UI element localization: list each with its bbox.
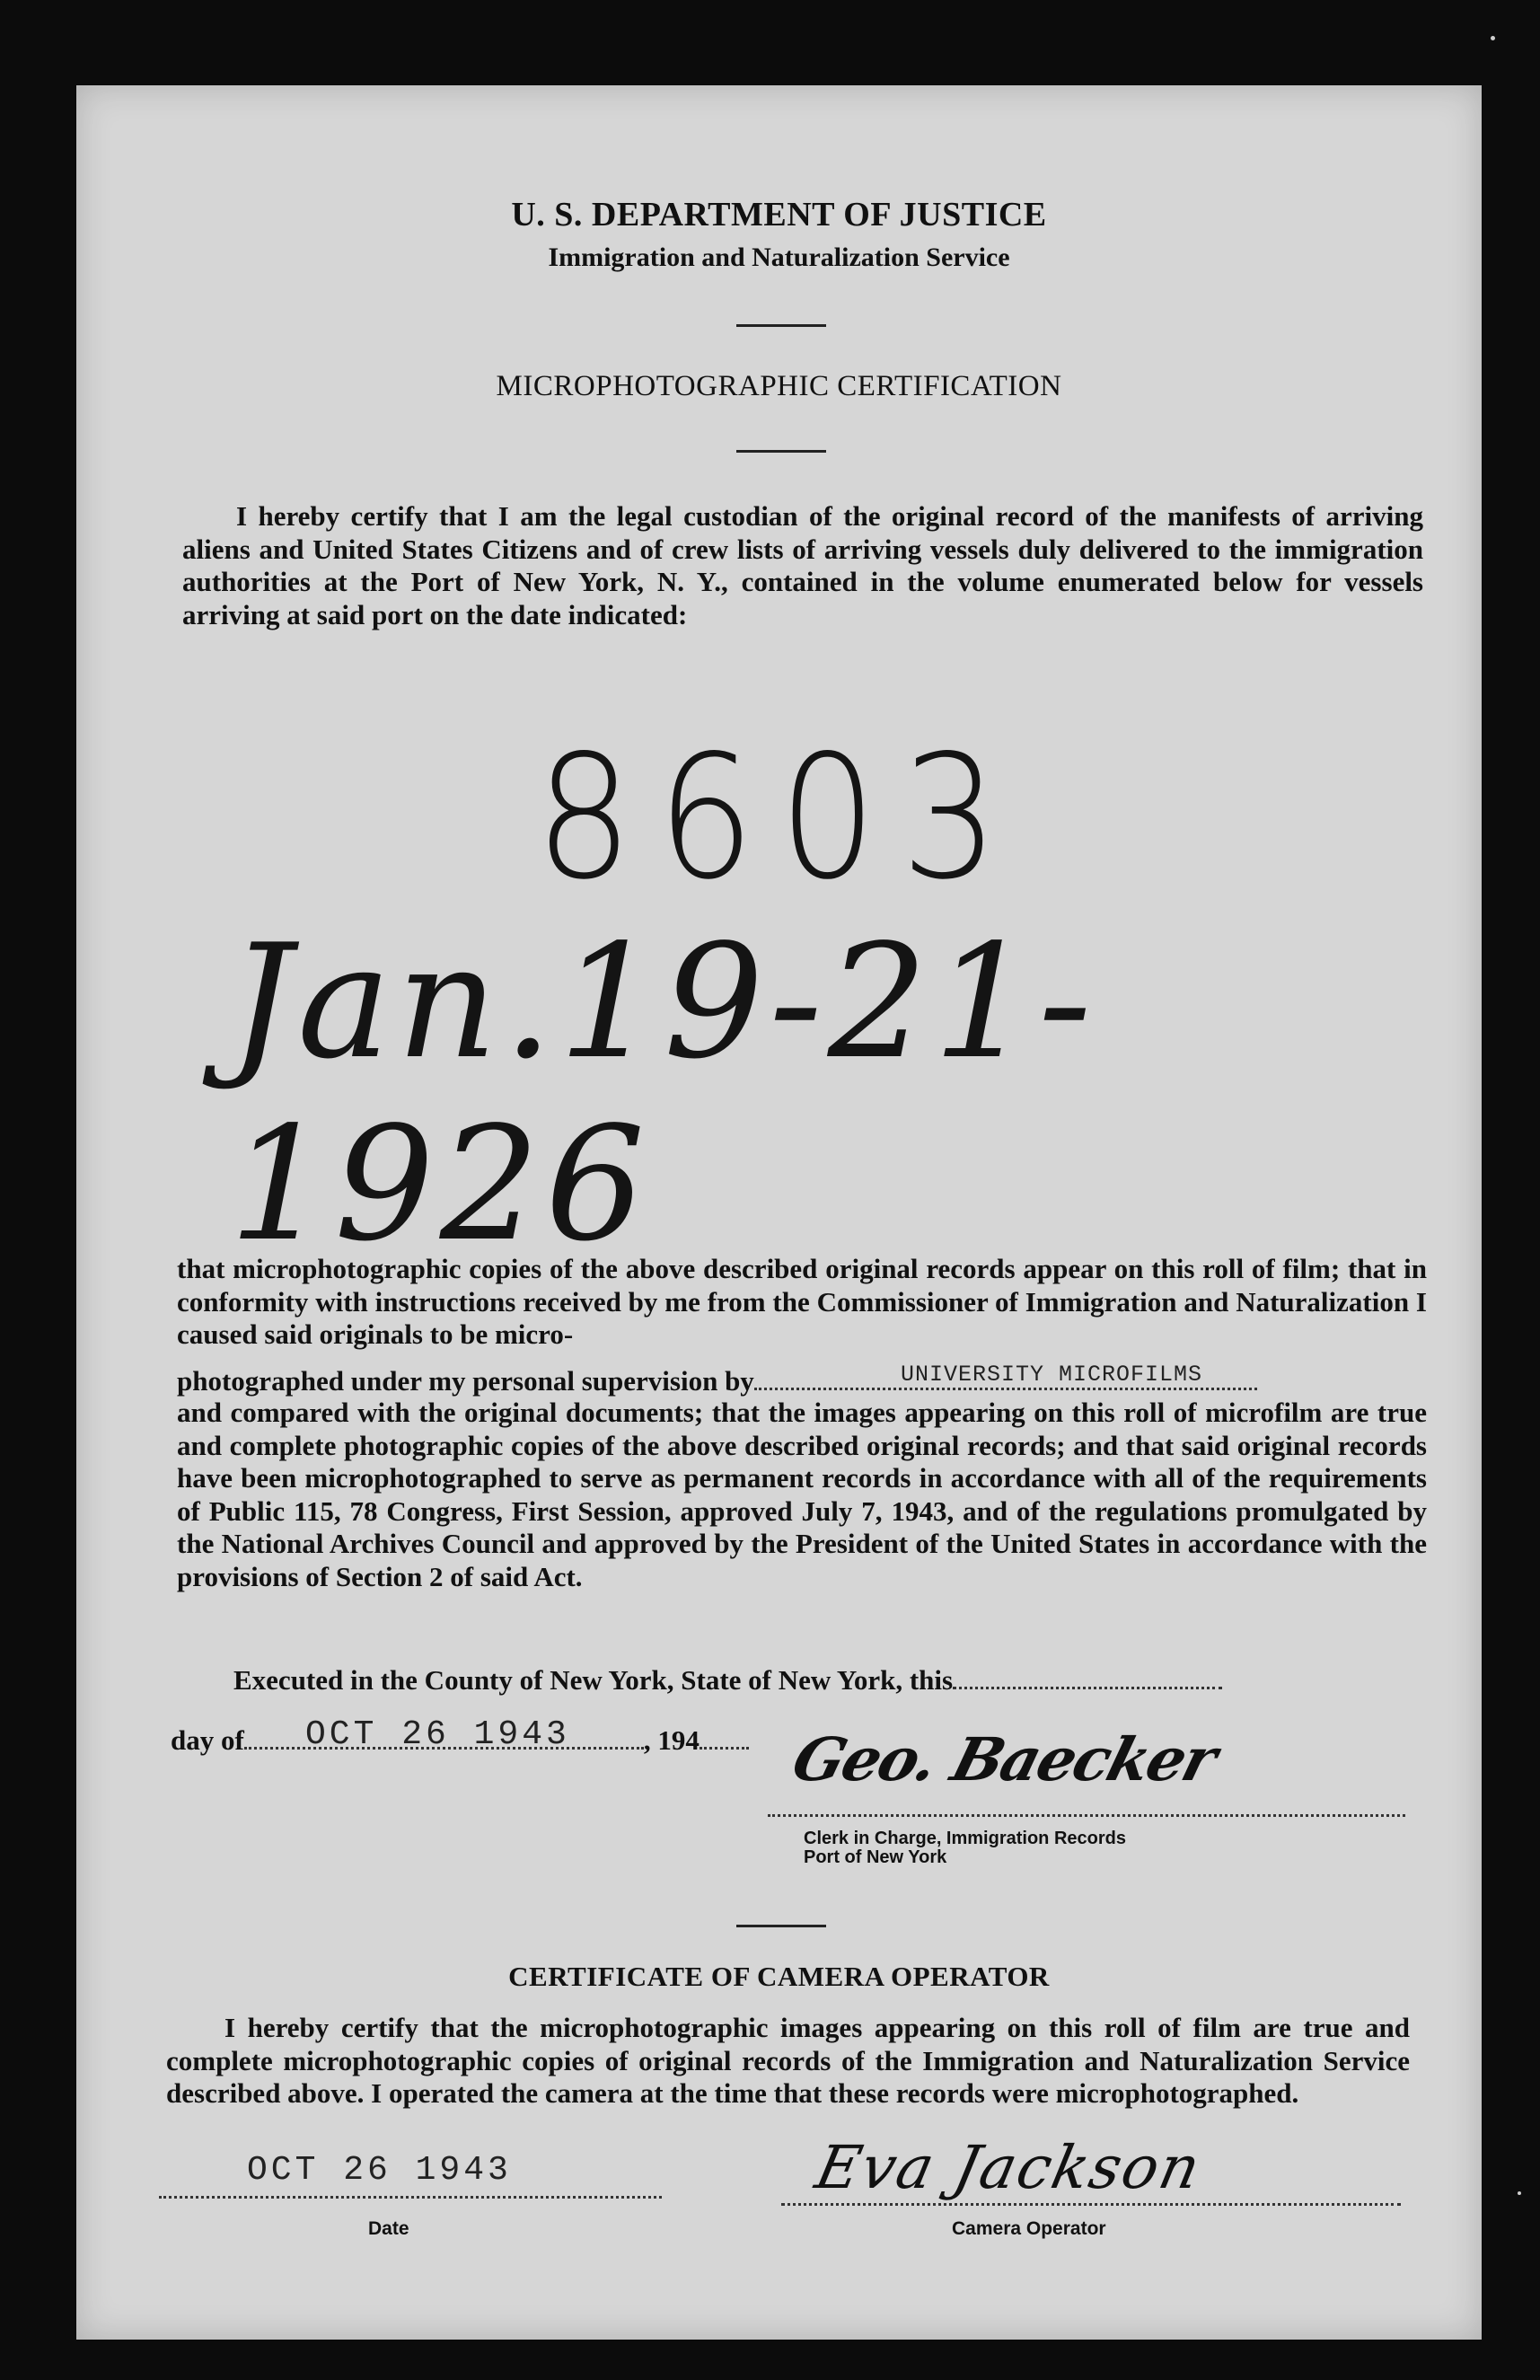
day-of-label: day of [171,1724,244,1756]
camera-operator-signature: Eva Jackson [809,2133,1208,2202]
divider-rule-bottom [736,1925,826,1927]
clerk-title [804,1829,1126,1867]
camera-operator-statement: I hereby certify that the microphotographic images appearing on this roll of film are true and complete microphotographic copies of original records of the Immigration and Naturalization Service described above. I operated the camera at the time that these records were microphotographed. [166,2012,1410,2109]
date-dotted-line [159,2196,662,2199]
operator-signature-line [781,2203,1401,2206]
clerk-signature: Geo. Baecker [785,1724,1223,1794]
execution-date-stamp: OCT 26 1943 [305,1715,570,1754]
film-speck [1491,36,1495,40]
year-dotted-line [700,1747,749,1750]
film-speck [1518,2191,1521,2195]
camera-date-stamp: OCT 26 1943 [247,2151,512,2190]
clerk-title-line2: Port of New York [804,1847,947,1867]
execution-line [233,1664,1428,1697]
date-label: Date [368,2218,409,2239]
film-statement-part1: that microphotographic copies of the above described original records appear on this roll of film; that in conformity with instructions received by me from the Commissioner of Immigration and Naturalization I caused said originals to be micro- [177,1253,1427,1350]
supervision-dotted-line [754,1388,1257,1390]
department-heading: U. S. DEPARTMENT OF JUSTICE [511,196,1047,234]
execution-dotted-line [953,1687,1222,1689]
supervision-line [177,1365,1427,1397]
year-prefix: , 194 [643,1724,700,1756]
divider-rule-top [736,324,826,327]
execution-text: Executed in the County of New York, State of New York, this [233,1664,954,1696]
film-statement-part2: and compared with the original documents; that the images appearing on this roll of microfilm are true and complete photographic copies of the above described original records; and that said original records have been microphotographed to serve as permanent records in accordance with all of the requirements of Public 115, 78 Congress, First Session, approved July 7, 1943, and of the regulations promulgated by the National Archives Council and approved by the President of the United States in accordance with the provisions of Section 2 of said Act. [177,1397,1427,1592]
certification-title: MICROPHOTOGRAPHIC CERTIFICATION [496,370,1062,402]
supervision-prefix: photographed under my personal supervision by [177,1365,754,1397]
service-subheading: Immigration and Naturalization Service [548,242,1010,272]
certificate-paper [76,85,1482,2340]
clerk-signature-line [768,1814,1405,1817]
camera-operator-title: CERTIFICATE OF CAMERA OPERATOR [508,1961,1050,1992]
handwritten-date-range: Jan.19-21-1926 [229,912,1097,1276]
supervised-by-typed: UNIVERSITY MICROFILMS [901,1362,1203,1388]
custodian-statement: I hereby certify that I am the legal custodian of the original record of the manifests of arriving aliens and United States Citizens and of crew lists of arriving vessels duly delivered to the immigration authorities at the Port of New York, N. Y., contained in the volume enumerated below for vessels arriving at said port on the date indicated: [182,500,1423,630]
divider-rule-middle [736,450,826,453]
camera-operator-label: Camera Operator [952,2218,1106,2239]
clerk-title-line1: Clerk in Charge, Immigration Records [804,1829,1126,1848]
handwritten-volume-number: 8603 [534,718,1024,917]
